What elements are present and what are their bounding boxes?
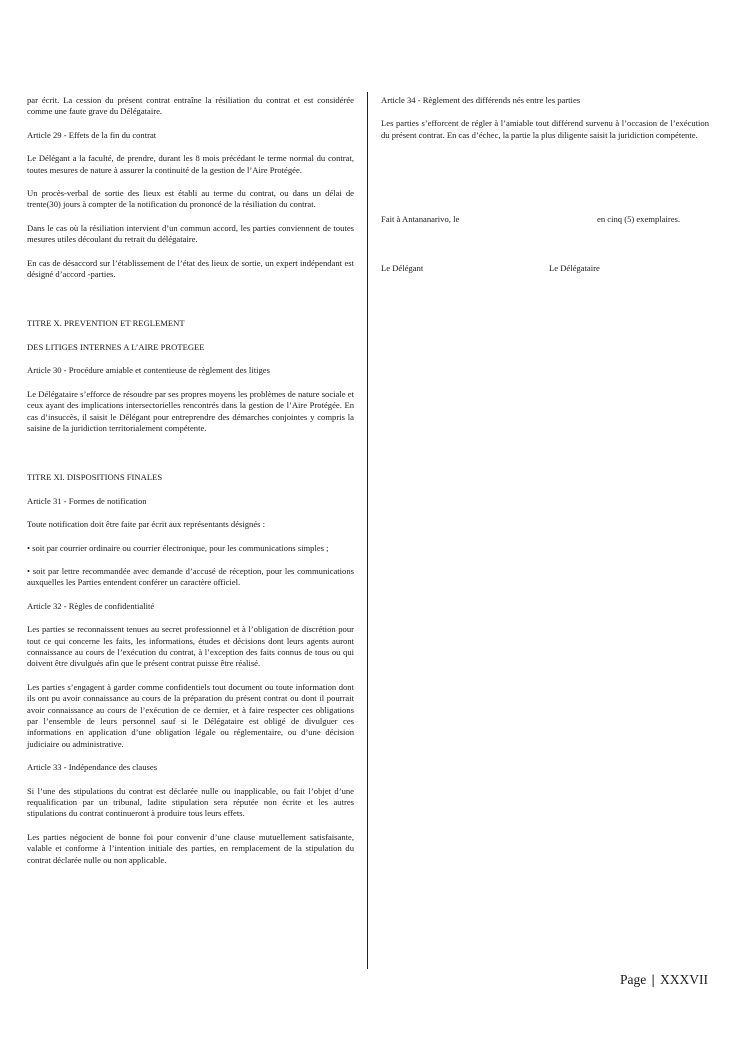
paragraph: par écrit. La cession du présent contrat entraîne la résiliation du contrat et est considérée comme une faute grave du Délégataire. bbox=[27, 95, 354, 117]
article-31-heading: Article 31 - Formes de notification bbox=[27, 495, 147, 506]
fait-a-text: Fait à Antananarivo, le bbox=[381, 214, 460, 224]
title-xi: TITRE XI. DISPOSITIONS FINALES bbox=[27, 472, 163, 483]
column-divider bbox=[367, 92, 368, 969]
signatories bbox=[381, 263, 709, 273]
bullet-item: • soit par lettre recommandée avec demande d’accusé de réception, pour les communications auxquelles les Parties entendent conférer un caractère officiel. bbox=[27, 565, 354, 588]
page-label: Page bbox=[620, 972, 647, 987]
paragraph: Les parties s’engagent à garder comme confidentiels tout document ou toute information dont ils ont pu avoir connaissance au cours de la préparation du présent contrat ou dont il pourrait avoir connaissance au cours de l’exécution de ce dernier, et à faire respecter ces obligations par l’ensemble de leurs personnel sauf si le Délégataire est obligé de divulguer ces informations en application d’une obligation légale ou réglementaire, ou d’une décision judiciaire ou administrative. bbox=[27, 681, 354, 749]
copies-text: en cinq (5) exemplaires. bbox=[597, 214, 681, 224]
article-32-heading: Article 32 - Règles de confidentialité bbox=[27, 600, 155, 611]
paragraph: Le Délégataire s’efforce de résoudre par ses propres moyens les problèmes de nature sociale et ceux ayant des implications intersectorielles rencontrés dans la gestion de l’Aire Protégée. En cas d’insuccès, il saisit le Délégant pour entreprendre des démarches conjointes y compris la saisine de la juridiction territorialement compétente. bbox=[27, 388, 354, 433]
page-footer bbox=[620, 972, 708, 988]
right-column bbox=[381, 95, 709, 153]
paragraph: Toute notification doit être faite par écrit aux représentants désignés : bbox=[27, 519, 266, 530]
paragraph: Les parties s’efforcent de régler à l’amiable tout différend survenu à l’occasion de l’exécution du présent contrat. En cas d’échec, la partie la plus diligente saisit la juridiction compétente. bbox=[381, 118, 709, 140]
article-30-heading: Article 30 - Procédure amiable et contentieuse de règlement des litiges bbox=[27, 365, 270, 376]
page-number: XXXVII bbox=[660, 972, 708, 987]
signatory-delegataire: Le Délégataire bbox=[549, 263, 600, 273]
article-33-heading: Article 33 - Indépendance des clauses bbox=[27, 762, 158, 773]
article-34-heading: Article 34 - Règlement des différends nés entre les parties bbox=[381, 95, 581, 105]
page-separator: | bbox=[651, 972, 655, 987]
signatory-delegant: Le Délégant bbox=[381, 263, 424, 273]
paragraph: Dans le cas où la résiliation intervient d’un commun accord, les parties conviennent de toutes mesures utiles découlant du retrait du délégataire. bbox=[27, 222, 354, 245]
signature-place-date bbox=[381, 214, 709, 224]
paragraph: Le Délégant a la faculté, de prendre, durant les 8 mois précédant le terme normal du contrat, toutes mesures de nature à assurer la continuité de la gestion de l’Aire Protégée. bbox=[27, 153, 354, 175]
title-x-line-2: DES LITIGES INTERNES A L’AIRE PROTEGEE bbox=[27, 341, 205, 352]
paragraph: Un procès-verbal de sortie des lieux est établi au terme du contrat, ou dans un délai de trente(30) jours à compter de la notification du prononcé de la résiliation du contrat. bbox=[27, 188, 354, 210]
bullet-item: • soit par courrier ordinaire ou courrier électronique, pour les communications simples ; bbox=[27, 542, 329, 553]
paragraph: Si l’une des stipulations du contrat est déclarée nulle ou inapplicable, ou fait l’objet d’une requalification par un tribunal, ladite stipulation sera réputée non écrite et les autres stipulations du contrat continueront à produire tous leurs effets. bbox=[27, 785, 354, 819]
article-29-heading: Article 29 - Effets de la fin du contrat bbox=[27, 129, 157, 140]
paragraph: Les parties se reconnaissent tenues au secret professionnel et à l’obligation de discrétion pour tout ce qui concerne les faits, les informations, études et décisions dont leurs agents auront connaissance au cours de l’exécution du contrat, à l’exception des faits connus de tous ou qui doivent être divulgués afin que le présent contrat puisse être réalisé. bbox=[27, 624, 354, 669]
title-x-line-1: TITRE X. PREVENTION ET REGLEMENT bbox=[27, 318, 185, 329]
left-column bbox=[27, 95, 354, 878]
paragraph: En cas de désaccord sur l’établissement de l’état des lieux de sortie, un expert indépendant est désigné d’accord -parties. bbox=[27, 257, 354, 280]
paragraph: Les parties négocient de bonne foi pour convenir d’une clause mutuellement satisfaisante, valable et conforme à l’intention initiale des parties, en remplacement de la stipulation du contrat déclarée nulle ou non applicable. bbox=[27, 831, 354, 865]
